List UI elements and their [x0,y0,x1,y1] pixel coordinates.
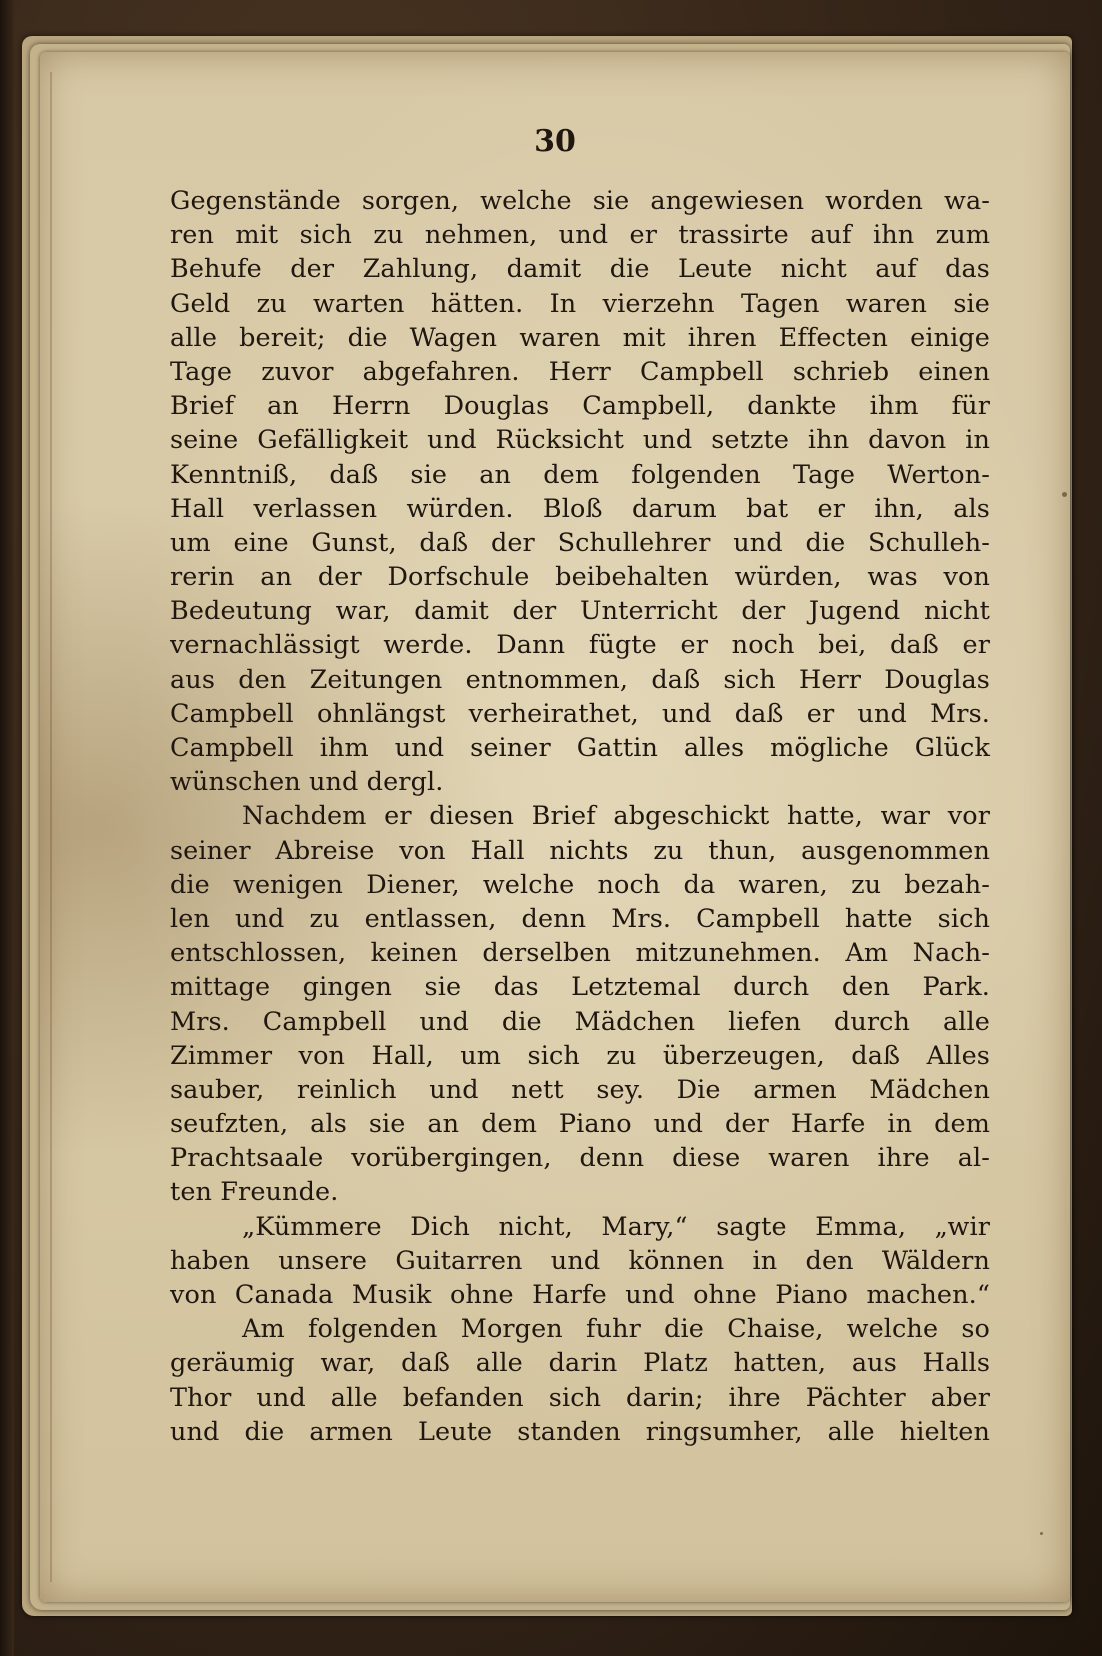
page-body-text [170,184,990,1449]
text-line: seiner Abreise von Hall nichts zu thun, ausgenommen [170,835,990,866]
text-line: Tage zuvor abgefahren. Herr Campbell schrieb einen [170,356,990,387]
text-line: Hall verlassen würden. Bloß darum bat er ihn, als [170,493,990,524]
text-line: Gegenstände sorgen, welche sie angewiesen worden wa- [170,186,990,216]
text-line: ten Freunde. [170,1177,339,1208]
text-line: Zimmer von Hall, um sich zu überzeugen, daß Alles [170,1040,990,1071]
text-line: Kenntniß, daß sie an dem folgenden Tage Werton- [170,459,990,490]
text-line: Campbell ohnlängst verheirathet, und daß er und Mrs. [170,698,990,729]
text-line: vernachlässigt werde. Dann fügte er noch bei, daß er [170,630,990,661]
text-line: wünschen und dergl. [170,767,444,798]
text-line: seine Gefälligkeit und Rücksicht und setzte ihn davon in [170,425,990,456]
text-line: geräumig war, daß alle darin Platz hatten, aus Halls [170,1348,990,1379]
page-number: 30 [534,124,576,159]
text-line: haben unsere Guitarren und können in den Wäldern [170,1245,990,1276]
text-line: Brief an Herrn Douglas Campbell, dankte ihm für [170,391,990,422]
text-line: aus den Zeitungen entnommen, daß sich Herr Douglas [170,664,990,695]
text-line: alle bereit; die Wagen waren mit ihren Effecten einige [170,322,990,353]
text-line: Geld zu warten hätten. In vierzehn Tagen waren sie [170,288,990,319]
text-line: Campbell ihm und seiner Gattin alles mögliche Glück [170,733,990,763]
text-line: Behufe der Zahlung, damit die Leute nicht auf das [170,254,990,285]
text-line: entschlossen, keinen derselben mitzunehmen. Am Nach- [170,938,990,969]
text-line: „Kümmere Dich nicht, Mary,“ sagte Emma, „wir [242,1211,990,1242]
text-line: die wenigen Diener, welche noch da waren, zu bezah- [170,869,990,900]
text-line: Am folgenden Morgen fuhr die Chaise, welche so [242,1314,990,1345]
text-line: Bedeutung war, damit der Unterricht der Jugend nicht [170,596,990,627]
text-line: seufzten, als sie an dem Piano und der Harfe in dem [170,1109,990,1140]
text-line: Prachtsaale vorübergingen, denn diese waren ihre al- [170,1143,990,1174]
ink-spot [1062,492,1067,497]
text-line: von Canada Musik ohne Harfe und ohne Piano machen.“ [170,1280,990,1310]
text-line: len und zu entlassen, denn Mrs. Campbell hatte sich [170,903,990,934]
text-line: rerin an der Dorfschule beibehalten würden, was von [170,562,990,593]
text-line: sauber, reinlich und nett sey. Die armen Mädchen [170,1074,990,1105]
book-spine [0,0,14,1656]
text-line: und die armen Leute standen ringsumher, alle hielten [170,1416,990,1447]
ink-spot [1040,1532,1043,1535]
text-line: Nachdem er diesen Brief abgeschickt hatte, war vor [242,801,990,832]
text-line: Thor und alle befanden sich darin; ihre Pächter aber [170,1382,990,1413]
text-line: um eine Gunst, daß der Schullehrer und die Schulleh- [170,527,990,558]
gutter-line [50,72,52,1582]
book-page [40,52,1070,1602]
text-line: Mrs. Campbell und die Mädchen liefen durch alle [170,1006,990,1037]
text-line: mittage gingen sie das Letztemal durch den Park. [170,972,990,1003]
text-line: ren mit sich zu nehmen, und er trassirte auf ihn zum [170,220,990,251]
